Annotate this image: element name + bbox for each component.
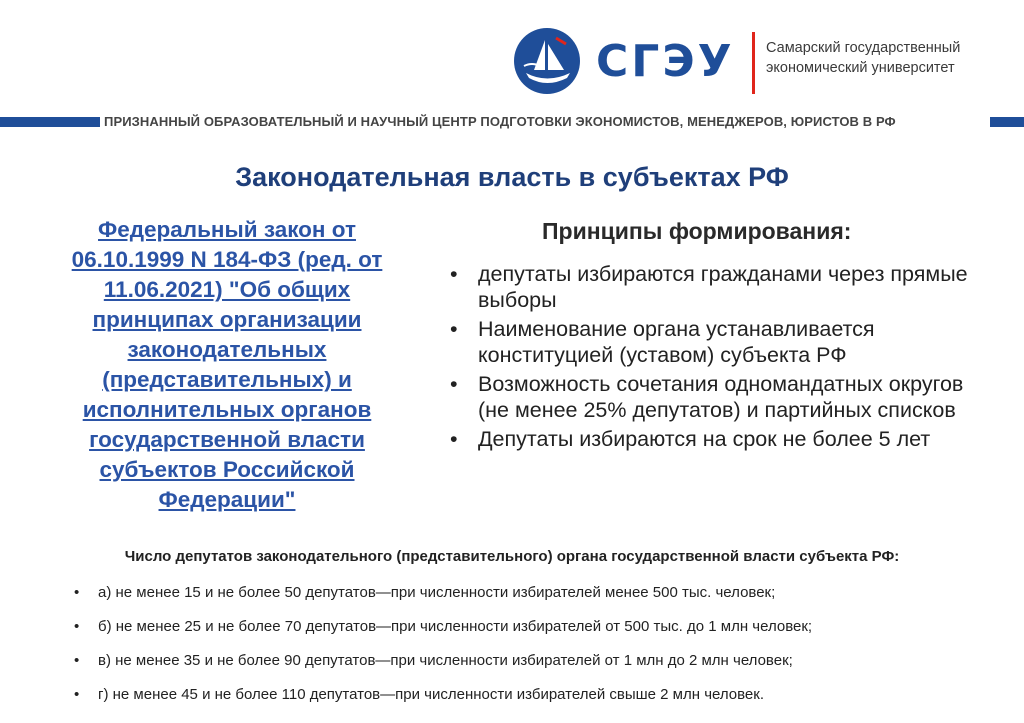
list-item [446,316,986,368]
principle-text: депутаты избираются гражданами через прямые выборы [478,262,968,312]
slide-title: Законодательная власть в субъектах РФ [235,162,789,192]
deputies-count-list [72,582,812,718]
banner-bar-left [0,117,100,127]
list-item [446,371,986,423]
list-item [72,684,812,718]
bullet-icon: • [74,584,80,601]
banner-bar-right [990,117,1024,127]
principle-text: Депутаты избираются на срок не более 5 лет [478,427,931,451]
bullet-icon: • [74,618,80,635]
federal-law-link[interactable]: Федеральный закон от 06.10.1999 N 184-ФЗ (ред. от 11.06.2021) "Об общих принципах организации законодательных (представительных) и исполнительных органов государственной власти субъектов Российской Федерации" [71,217,383,512]
list-item [446,426,986,452]
deputies-count-text: б) не менее 25 и не более 70 депутатов—при численности избирателей от 500 тыс. до 1 млн человек; [98,618,813,635]
deputies-count-text: в) не менее 35 и не более 90 депутатов—при численности избирателей от 1 млн до 2 млн человек; [98,652,793,669]
deputies-count-text: а) не менее 15 и не более 50 депутатов—при численности избирателей менее 500 тыс. человек; [98,584,776,601]
principle-text: Наименование органа устанавливается конституцией (уставом) субъекта РФ [478,317,875,367]
university-name-line1: Самарский государственный [766,40,961,56]
list-item [446,261,986,313]
header-banner [0,111,1024,133]
list-item [72,616,812,650]
sailboat-emblem-icon [512,26,582,96]
university-logo [512,26,992,98]
logo-divider [752,32,755,94]
bullet-icon: • [74,652,80,669]
university-name-line2: экономический университет [766,60,955,76]
university-name [766,38,960,78]
deputies-count-heading: Число депутатов законодательного (представительного) органа государственной власти субъекта РФ: [124,548,900,565]
principles-section [446,218,986,455]
deputies-count-text: г) не менее 45 и не более 110 депутатов—при численности избирателей свыше 2 млн человек. [98,686,764,703]
bullet-icon: • [450,372,458,396]
principle-text: Возможность сочетания одномандатных округов (не менее 25% депутатов) и партийных списков [478,372,964,422]
principles-heading: Принципы формирования: [542,218,852,244]
banner-text: ПРИЗНАННЫЙ ОБРАЗОВАТЕЛЬНЫЙ И НАУЧНЫЙ ЦЕНТР ПОДГОТОВКИ ЭКОНОМИСТОВ, МЕНЕДЖЕРОВ, ЮРИСТОВ В РФ [104,114,896,129]
bullet-icon: • [450,427,458,451]
logo-abbreviation: СГЭУ [596,36,735,87]
bullet-icon: • [74,686,80,703]
bullet-icon: • [450,317,458,341]
list-item [72,582,812,616]
list-item [72,650,812,684]
principles-list [446,261,986,452]
bullet-icon: • [450,262,458,286]
